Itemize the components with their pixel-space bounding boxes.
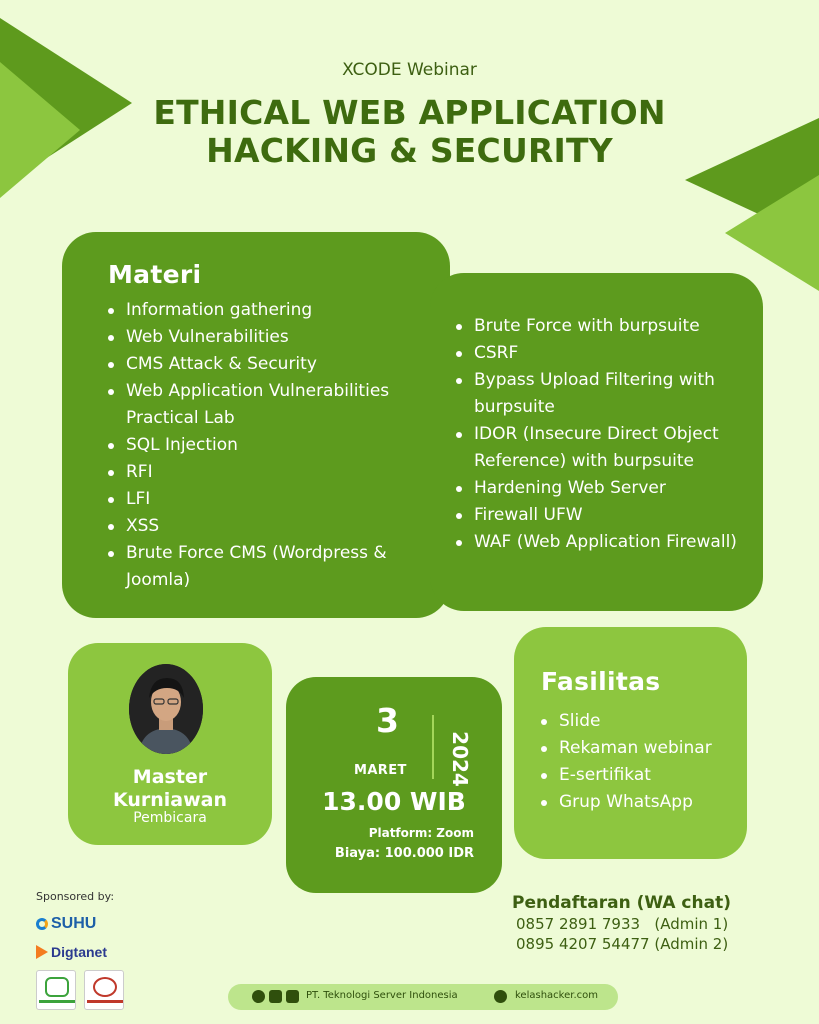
- materi-list-right: [456, 313, 747, 556]
- registration-contact-2[interactable]: 0895 4207 54477 (Admin 2): [516, 935, 729, 953]
- title-line-2: HACKING & SECURITY: [206, 131, 613, 170]
- list-item: Bypass Upload Filtering with burpsuite: [456, 367, 747, 421]
- list-item: RFI: [108, 459, 426, 486]
- footer-bar: [228, 984, 618, 1010]
- sponsor-logo-badge-green: [36, 970, 76, 1010]
- suhu-logo-text: SUHU: [51, 915, 97, 932]
- event-time: 13.00 WIB: [322, 787, 466, 816]
- sponsor-logo-badge-red: [84, 970, 124, 1010]
- list-item: Brute Force with burpsuite: [456, 313, 747, 340]
- list-item: SQL Injection: [108, 432, 426, 459]
- list-item: Web Vulnerabilities: [108, 324, 426, 351]
- list-item: CSRF: [456, 340, 747, 367]
- list-item: CMS Attack & Security: [108, 351, 426, 378]
- digtanet-logo-icon: [36, 945, 48, 959]
- suhu-logo-icon: [36, 918, 48, 930]
- speaker-name-line-2: Kurniawan: [112, 789, 228, 811]
- materi-card-left: [62, 232, 450, 618]
- webinar-subtitle: XCODE Webinar: [342, 60, 477, 80]
- footer-website-link[interactable]: kelashacker.com: [515, 990, 598, 1001]
- list-item: LFI: [108, 486, 426, 513]
- instagram-icon[interactable]: [252, 990, 265, 1003]
- list-item: WAF (Web Application Firewall): [456, 529, 747, 556]
- list-item: E-sertifikat: [541, 762, 737, 789]
- list-item: XSS: [108, 513, 426, 540]
- fasilitas-card: [514, 627, 747, 859]
- speaker-role: Pembicara: [133, 810, 207, 826]
- sponsor-logo-suhu: [36, 915, 96, 933]
- fasilitas-list: [541, 708, 737, 816]
- event-card: [286, 677, 502, 893]
- badge-emblem-icon: [93, 977, 117, 997]
- registration-title: Pendaftaran (WA chat): [512, 893, 731, 913]
- speaker-photo-icon: [129, 664, 203, 754]
- page-title: [0, 94, 819, 170]
- list-item: Brute Force CMS (Wordpress & Joomla): [108, 540, 426, 594]
- list-item: Hardening Web Server: [456, 475, 747, 502]
- materi-list-left: [108, 297, 426, 594]
- speaker-name-line-1: Master: [132, 766, 208, 788]
- footer-company: PT. Teknologi Server Indonesia: [306, 990, 458, 1001]
- list-item: Grup WhatsApp: [541, 789, 737, 816]
- event-day: 3: [376, 701, 399, 740]
- list-item: Web Application Vulnerabilities Practical Lab: [108, 378, 426, 432]
- event-platform: Platform: Zoom: [368, 826, 474, 840]
- sponsor-label: Sponsored by:: [36, 890, 115, 903]
- list-item: Rekaman webinar: [541, 735, 737, 762]
- event-month: MARET: [354, 763, 407, 778]
- speaker-avatar: [129, 664, 203, 754]
- registration-contact-1[interactable]: 0857 2891 7933 (Admin 1): [516, 915, 729, 933]
- materi-card-right: [430, 273, 763, 611]
- event-year: 2024: [448, 731, 472, 787]
- sponsor-logo-digtanet: [36, 944, 107, 960]
- speaker-name: [68, 766, 272, 812]
- date-divider: [432, 715, 434, 779]
- badge-caption-bar: [87, 1000, 123, 1003]
- youtube-icon[interactable]: [269, 990, 282, 1003]
- speaker-card: [68, 643, 272, 845]
- title-line-1: ETHICAL WEB APPLICATION: [153, 93, 666, 132]
- badge-emblem-icon: [45, 977, 69, 997]
- fasilitas-heading: Fasilitas: [541, 667, 661, 696]
- list-item: Firewall UFW: [456, 502, 747, 529]
- list-item: Information gathering: [108, 297, 426, 324]
- event-cost: Biaya: 100.000 IDR: [334, 846, 474, 861]
- digtanet-logo-text: Digtanet: [51, 944, 107, 960]
- badge-caption-bar: [39, 1000, 75, 1003]
- materi-heading: Materi: [108, 260, 202, 289]
- list-item: IDOR (Insecure Direct Object Reference) with burpsuite: [456, 421, 747, 475]
- globe-icon: [494, 990, 507, 1003]
- list-item: Slide: [541, 708, 737, 735]
- linkedin-icon[interactable]: [286, 990, 299, 1003]
